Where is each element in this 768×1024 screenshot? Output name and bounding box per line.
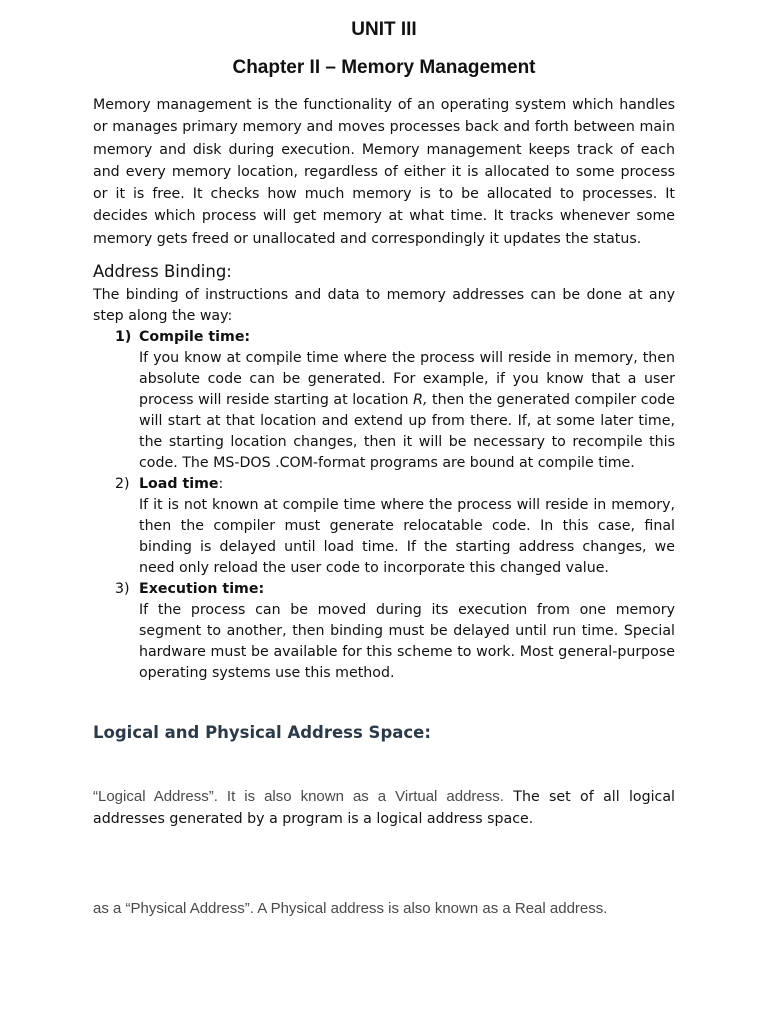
chapter-title: Chapter II – Memory Management	[232, 57, 536, 78]
list-item-label: Load time	[139, 476, 219, 492]
list-item-text-italic: R,	[413, 392, 428, 408]
list-item-text-part: If you know at compile time where the process will reside in memory, then absolute code can be generated. For example, if you know that a user process will reside starting at location	[139, 350, 675, 408]
list-item-text: If it is not known at compile time where the process will reside in memory, then the compiler must generate relocatable code. In this case, final binding is delayed until load time. If the starting address changes, we need only reload the user code to incorporate this changed value.	[139, 497, 675, 576]
physical-address-paragraph: as a “Physical Address”. A Physical address is also known as a Real address.	[93, 900, 608, 917]
logical-address-rest: The set of all logical addresses generated by a program is a logical address space.	[93, 789, 675, 827]
binding-list	[93, 327, 675, 684]
list-item-text: If the process can be moved during its execution from one memory segment to another, then binding must be delayed until run time. Special hardware must be available for this scheme to work. Most general-purpose operating systems use this method.	[139, 602, 675, 681]
address-binding-heading: Address Binding:	[93, 262, 232, 281]
list-item-text-part: then the generated compiler code will start at that location and extend up from there. If, at some later time, the starting location changes, then it will be necessary to recompile this code. The MS-DOS .COM-format programs are bound at compile time.	[139, 392, 676, 471]
unit-title: UNIT III	[351, 19, 417, 40]
list-item-label-suffix: :	[218, 476, 224, 492]
intro-paragraph: Memory management is the functionality of an operating system which handles or manages primary memory and moves processes back and forth between main memory and disk during execution. Memory management keeps track of each and every memory location, regardless of either it is allocated to some process or it is free. It checks how much memory is to be allocated to processes. It decides which process will get memory at what time. It tracks whenever some memory gets freed or unallocated and correspondingly it updates the status.	[93, 97, 675, 247]
list-item-label: Execution time:	[139, 581, 265, 597]
logical-address-quote: “Logical Address”. It is also known as a Virtual address.	[93, 788, 504, 805]
list-item-label: Compile time:	[139, 329, 251, 345]
logical-physical-heading: Logical and Physical Address Space:	[93, 723, 431, 742]
list-item	[93, 327, 675, 474]
list-item-number: 2)	[115, 476, 130, 492]
address-binding-intro: The binding of instructions and data to memory addresses can be done at any step along the way:	[93, 287, 675, 324]
list-item-number: 1)	[115, 329, 132, 345]
logical-address-paragraph	[93, 786, 675, 830]
list-item	[93, 474, 675, 579]
list-item	[93, 579, 675, 684]
list-item-label-wrap	[139, 474, 675, 495]
list-item-number: 3)	[115, 581, 130, 597]
list-item-text	[139, 348, 675, 474]
